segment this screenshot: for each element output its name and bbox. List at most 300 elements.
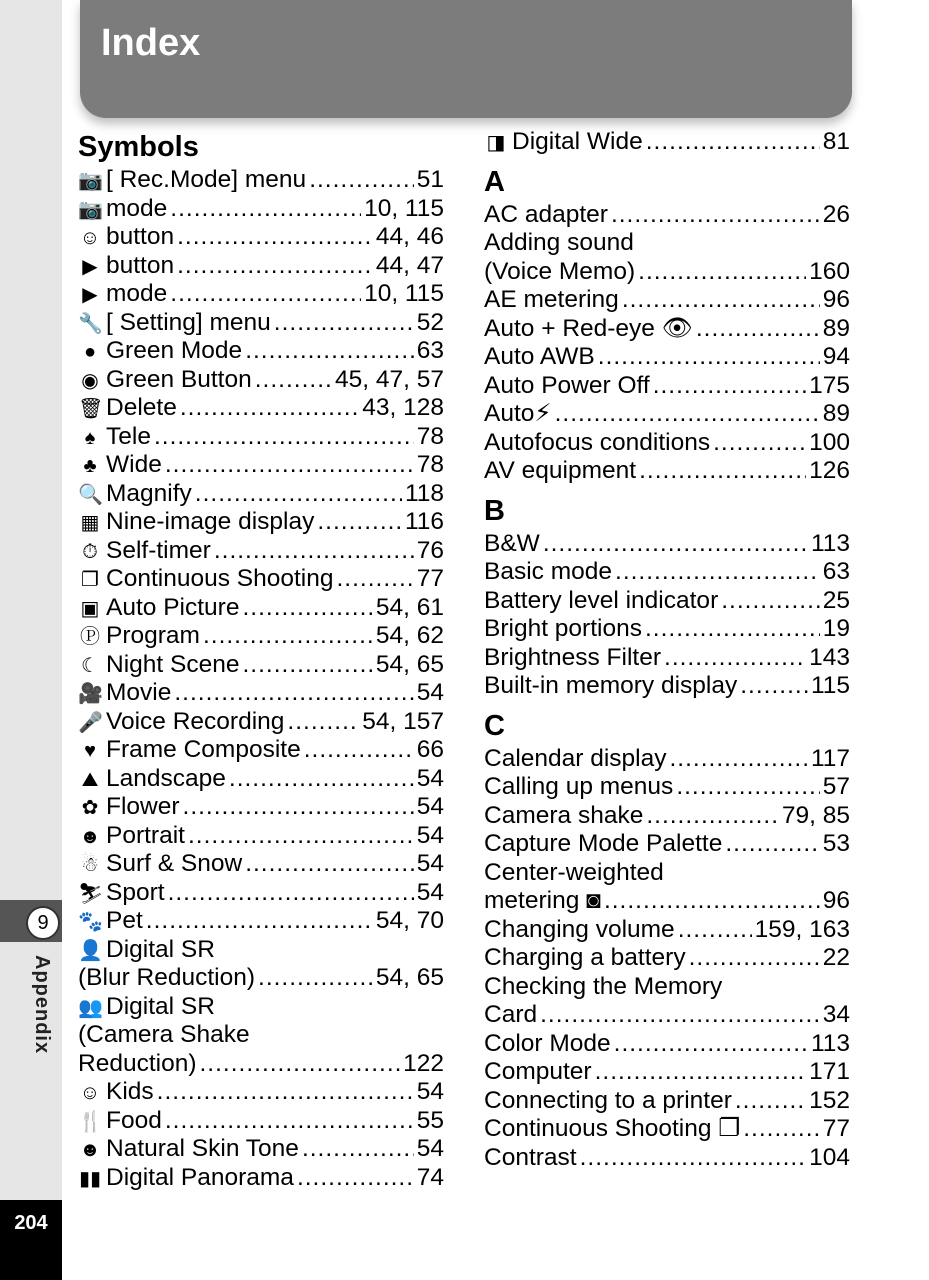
entry-label [484, 887, 601, 916]
entry-page: 126 [809, 457, 850, 484]
entry-icon: ▮▮ [78, 1167, 101, 1190]
index-entry [78, 252, 444, 281]
entry-label [78, 508, 314, 538]
entry-page: 159, 163 [754, 915, 850, 943]
digital-sr-shake-icon: 👥 [78, 996, 103, 1019]
leader-dots [157, 1078, 414, 1107]
section-heading-a: A [484, 165, 505, 198]
index-entry [78, 223, 444, 252]
entry-page: 44, 47 [375, 251, 444, 279]
entry-text: [ Setting] menu [106, 308, 271, 336]
entry-label [78, 280, 167, 310]
index-entry [78, 480, 444, 509]
index-entry [484, 887, 850, 916]
entry-text: Food [106, 1106, 162, 1134]
entry-text: mode [106, 194, 168, 222]
leader-dots [245, 850, 414, 879]
entry-label [78, 622, 200, 652]
index-entry [78, 394, 444, 423]
leader-dots [580, 1144, 807, 1173]
entry-text: Contrast [484, 1143, 577, 1171]
entry-icon: ☻ [79, 1139, 101, 1161]
entry-text: Nine-image display [106, 508, 315, 535]
entry-page: 77 [416, 565, 444, 592]
section-b-entries [484, 530, 850, 701]
entry-page: 34 [822, 1001, 850, 1028]
index-entry [78, 594, 444, 623]
index-entry [78, 850, 444, 879]
index-entry [78, 565, 444, 594]
leader-dots [177, 252, 373, 281]
leader-dots [229, 765, 414, 794]
entry-page: 19 [822, 615, 850, 642]
entry-text: Changing volume [484, 915, 675, 943]
side-strip [0, 0, 62, 1280]
entry-page: 54 [416, 878, 444, 906]
entry-page: 10, 115 [364, 280, 444, 307]
entry-label [484, 1001, 537, 1030]
entry-icon: ⛷ [78, 882, 104, 905]
entry-label [484, 315, 693, 344]
entry-icon: 🐾 [78, 911, 103, 933]
entry-icon: ◉ [81, 369, 99, 392]
leader-dots [646, 802, 779, 831]
leader-dots [689, 944, 820, 973]
index-entry-line: Adding sound [484, 229, 634, 256]
entry-text: Brightness Filter [484, 643, 662, 671]
digital-wide-icon: ◨ [486, 132, 506, 154]
entry-text: [ Rec.Mode] menu [106, 166, 307, 193]
entry-page: 57 [822, 773, 850, 800]
entry-text: Built-in memory display [484, 672, 738, 699]
entry-text: Tele [106, 422, 151, 450]
entry-page: 100 [809, 428, 850, 456]
entry-label [78, 166, 306, 196]
index-entry [484, 530, 850, 559]
index-entry [78, 651, 444, 680]
entry-label [78, 736, 301, 766]
entry-label [78, 451, 162, 481]
section-heading-c: C [484, 709, 505, 742]
index-entry [78, 423, 444, 452]
leader-dots [168, 879, 414, 908]
entry-label [484, 916, 675, 945]
entry-text: Basic mode [484, 558, 613, 585]
leader-dots [165, 451, 414, 480]
entry-page: 171 [809, 1058, 850, 1085]
entry-text: Autofocus conditions [484, 428, 711, 456]
entry-icon: 📷 [78, 170, 103, 192]
leader-dots [170, 195, 361, 224]
entry-text: Portrait [106, 821, 185, 849]
entry-text: Surf & Snow [106, 850, 243, 877]
entry-text: Auto Picture [106, 593, 240, 621]
entry-icon: ♣ [83, 455, 97, 477]
index-entry [484, 201, 850, 230]
index-entry [484, 315, 850, 344]
entry-text: Auto⚡ [484, 400, 552, 427]
entry-icon: ☺ [79, 227, 101, 249]
leader-dots [540, 1001, 820, 1030]
leader-dots [146, 907, 373, 936]
entry-text: Camera shake [484, 801, 644, 829]
entry-text: Pet [106, 907, 143, 934]
entry-page: 152 [809, 1086, 850, 1114]
digital-sr-icon: 👤 [78, 939, 103, 962]
index-entry [484, 372, 850, 401]
entry-page: 26 [822, 200, 850, 228]
entry-text: Bright portions [484, 615, 642, 642]
entry-page: 54 [416, 679, 444, 706]
index-entry [484, 1030, 850, 1059]
leader-dots [555, 400, 820, 429]
entry-page: 78 [416, 451, 444, 478]
entry-text: Frame Composite [106, 736, 301, 763]
entry-page: 76 [416, 536, 444, 564]
entry-icon: 📷 [78, 198, 103, 221]
leader-dots [242, 651, 372, 680]
index-entry [484, 1087, 850, 1116]
entry-page: 10, 115 [364, 194, 444, 222]
leader-dots [598, 343, 820, 372]
index-entry [484, 745, 850, 774]
index-entry [78, 765, 444, 794]
section-a-entries [484, 201, 850, 486]
entry-icon: ▦ [80, 512, 100, 534]
entry-page: 54 [416, 1135, 444, 1162]
index-entry [78, 622, 444, 651]
entry-text: AC adapter [484, 200, 608, 228]
entry-page: 89 [822, 314, 850, 342]
entry-page: 89 [822, 400, 850, 427]
entry-page: 113 [810, 529, 850, 557]
entry-icon: ♥ [84, 740, 96, 762]
entry-page: 53 [822, 830, 850, 857]
leader-dots [297, 1164, 414, 1193]
entry-page: 54, 65 [375, 650, 444, 678]
entry-page: 143 [809, 643, 850, 671]
entry-label [78, 651, 239, 681]
entry-label [484, 201, 608, 230]
index-entry [78, 451, 444, 480]
index-entry [484, 944, 850, 973]
entry-label [484, 457, 636, 486]
entry-page: 51 [416, 166, 444, 193]
leader-dots [645, 615, 820, 644]
leader-dots [317, 508, 402, 537]
index-entry [484, 644, 850, 673]
entry-label [78, 394, 177, 424]
entry-label [484, 1030, 611, 1059]
entry-label [484, 773, 673, 802]
entry-label [78, 223, 174, 253]
entry-label [78, 879, 165, 909]
left-column [78, 128, 444, 1192]
leader-dots [304, 736, 414, 765]
entry-icon: 🔍 [78, 483, 103, 506]
leader-dots [713, 429, 806, 458]
entry-text: Continuous Shooting [106, 565, 334, 592]
entry-text: Color Mode [484, 1029, 611, 1057]
entry-text: Wide [106, 451, 162, 478]
entry-page: 55 [416, 1106, 444, 1134]
entry-icon: ▣ [80, 597, 100, 620]
index-entry [78, 337, 444, 366]
entry-label [484, 429, 710, 458]
entry-text: Self-timer [106, 536, 211, 564]
entry-label [78, 850, 242, 880]
leader-dots [670, 745, 808, 774]
symbol-tail-entries [78, 1078, 444, 1192]
entry-icon: ▶ [82, 284, 98, 306]
entry-page: 96 [822, 286, 850, 313]
index-entry [484, 457, 850, 486]
entry-icon: ☃ [81, 854, 99, 876]
entry-label [484, 944, 686, 973]
index-entry [78, 822, 444, 851]
entry-icon: 🔧 [78, 312, 103, 335]
index-entry [78, 736, 444, 765]
index-entry [484, 587, 850, 616]
index-entry [78, 793, 444, 822]
leader-dots [214, 537, 414, 566]
entry-page: 63 [822, 558, 850, 585]
entry-page: 117 [810, 744, 850, 772]
entry-text: Continuous Shooting ❐ [484, 1115, 741, 1142]
entry-icon: ☻ [79, 825, 101, 848]
entry-icon: Ⓟ [80, 626, 100, 648]
entry-text: Charging a battery [484, 944, 686, 971]
entry-page: 116 [404, 508, 444, 535]
leader-dots [696, 315, 820, 344]
index-entry-line: 👥 Digital SR [78, 993, 444, 1022]
leader-dots [543, 530, 808, 559]
leader-dots [195, 480, 402, 509]
entry-page: 104 [809, 1143, 850, 1171]
leader-dots [203, 622, 373, 651]
entry-text: Card [484, 1001, 538, 1028]
entry-label [484, 615, 642, 644]
entry-page: 54 [416, 821, 444, 849]
entry-icon: 🗑 [78, 398, 104, 420]
chapter-label: Appendix [31, 955, 53, 1055]
leader-dots [287, 708, 359, 737]
leader-dots [639, 457, 806, 486]
index-entry [484, 1144, 850, 1173]
entry-page: 74 [416, 1163, 444, 1191]
entry-page: 66 [416, 736, 444, 763]
entry-text: Movie [106, 679, 172, 706]
entry-text: AV equipment [484, 457, 637, 484]
index-entry [484, 672, 850, 701]
index-entry: Reduction) ..... 122 [78, 1050, 444, 1079]
entry-text: Kids [106, 1078, 154, 1105]
page-number: 204 [14, 1212, 48, 1234]
entry-label [78, 565, 333, 595]
entry-label [484, 1087, 732, 1116]
entry-icon: ✿ [81, 797, 99, 819]
index-entry [78, 366, 444, 395]
entry-text: B&W [484, 529, 540, 557]
entry-page: 118 [404, 479, 444, 507]
entry-label [78, 252, 174, 282]
leader-dots [611, 201, 820, 230]
entry-label [484, 1115, 740, 1144]
chapter-number: 9 [26, 906, 60, 940]
index-entry [78, 508, 444, 537]
entry-label [78, 1164, 294, 1194]
entry-text: Digital Panorama [106, 1163, 294, 1191]
index-entry [484, 1058, 850, 1087]
leader-dots [622, 286, 820, 315]
leader-dots [165, 1107, 414, 1136]
leader-dots [614, 1030, 808, 1059]
entry-icon: ☾ [81, 654, 99, 677]
leader-dots [302, 1135, 414, 1164]
entry-icon: ❐ [81, 569, 99, 591]
index-entry [484, 258, 850, 287]
index-entry [484, 286, 850, 315]
entry-page: 44, 46 [375, 223, 444, 250]
entry-icon: ⏱ [82, 540, 98, 563]
entry-page: 94 [822, 343, 850, 370]
entry-label [78, 765, 226, 795]
entry-label [78, 337, 242, 367]
entry-label [78, 708, 284, 738]
leader-dots [615, 558, 820, 587]
entry-label [484, 400, 552, 429]
entry-text: Voice Recording [106, 707, 285, 735]
entry-page: 175 [809, 371, 850, 399]
leader-dots [183, 793, 414, 822]
leader-dots [180, 394, 359, 423]
entry-label [484, 802, 643, 831]
leader-dots [725, 830, 819, 859]
entry-label [484, 644, 661, 673]
entry-label [484, 830, 722, 859]
entry-text: Battery level indicator [484, 586, 719, 614]
entry-page: 96 [822, 887, 850, 914]
entry-page: 54, 157 [362, 707, 444, 735]
section-c-entries [484, 745, 850, 1173]
entry-page: 52 [416, 308, 444, 336]
entry-text: button [106, 251, 175, 279]
entry-icon: ♠ [84, 426, 96, 449]
entry-text: Sport [106, 878, 165, 906]
entry-text: Auto + Red-eye 👁 [484, 314, 693, 342]
entry-label [78, 679, 171, 709]
entry-text: Capture Mode Palette [484, 830, 723, 857]
entry-page: 54 [416, 793, 444, 820]
entry-label [78, 537, 211, 567]
leader-dots [676, 773, 819, 802]
entry-page: 54 [416, 850, 444, 877]
entry-label [484, 258, 635, 287]
entry-icon: 🎥 [78, 683, 103, 705]
leader-dots [653, 372, 806, 401]
entry-text: Delete [106, 394, 177, 421]
entry-label [78, 1135, 299, 1165]
entry-text: Connecting to a printer [484, 1086, 732, 1114]
leader-dots [309, 166, 414, 195]
entry-label [484, 672, 737, 701]
entry-text: Flower [106, 793, 180, 820]
leader-dots [735, 1087, 806, 1116]
index-entry [484, 916, 850, 945]
index-entry [78, 1107, 444, 1136]
entry-text: Auto AWB [484, 343, 595, 370]
index-entry [484, 830, 850, 859]
entry-icon: ● [83, 341, 97, 363]
entry-text: Calendar display [484, 744, 667, 772]
entry-text: Green Mode [106, 337, 243, 364]
index-entry [78, 679, 444, 708]
index-entry-line: 👤 Digital SR [78, 936, 444, 965]
entry-text: Computer [484, 1058, 592, 1085]
entry-icon: ⛰ [81, 768, 99, 791]
entry-page: 63 [416, 337, 444, 364]
leader-dots [154, 423, 414, 452]
index-entry [484, 615, 850, 644]
entry-text: Natural Skin Tone [106, 1135, 299, 1162]
entry-page: 25 [822, 586, 850, 614]
entry-label [78, 1078, 154, 1108]
entry-icon: ▶ [82, 255, 98, 278]
entry-label [484, 1144, 577, 1173]
index-entry [484, 400, 850, 429]
entry-label [78, 793, 180, 823]
entry-icon: 🎤 [78, 711, 103, 734]
entry-icon: ☺ [79, 1082, 101, 1104]
entry-page: 77 [822, 1115, 850, 1142]
leader-dots [274, 309, 414, 338]
entry-label [484, 530, 540, 559]
entry-text: button [106, 223, 175, 250]
right-column [484, 128, 850, 1172]
leader-dots [177, 223, 373, 252]
entry-label [78, 423, 151, 453]
entry-text: Program [106, 622, 200, 649]
index-entry: (Blur Reduction) ..... 54, 65 [78, 964, 444, 993]
entry-page: 78 [416, 422, 444, 450]
index-entry-line: Checking the Memory [484, 972, 723, 1000]
leader-dots [678, 916, 752, 945]
entry-page: 160 [809, 257, 850, 285]
entry-label [78, 309, 271, 339]
index-entry [78, 195, 444, 224]
leader-dots [595, 1058, 807, 1087]
leader-dots [604, 887, 820, 916]
index-entry-line: (Camera Shake [78, 1021, 250, 1048]
index-entry [484, 802, 850, 831]
index-entry [484, 429, 850, 458]
entry-label [484, 343, 595, 372]
leader-dots [638, 258, 806, 287]
index-entry [484, 1001, 850, 1030]
entry-label [78, 195, 167, 225]
entry-label [78, 366, 252, 396]
entry-label [78, 594, 239, 624]
entry-text: Calling up menus [484, 773, 674, 800]
index-entry [78, 879, 444, 908]
entry-page: 54 [416, 1078, 444, 1105]
entry-label [484, 1058, 592, 1087]
entry-text: Auto Power Off [484, 371, 650, 399]
entry-text: AE metering [484, 286, 619, 313]
leader-dots [188, 822, 414, 851]
entry-text: Green Button [106, 365, 252, 393]
header-banner [80, 0, 852, 118]
